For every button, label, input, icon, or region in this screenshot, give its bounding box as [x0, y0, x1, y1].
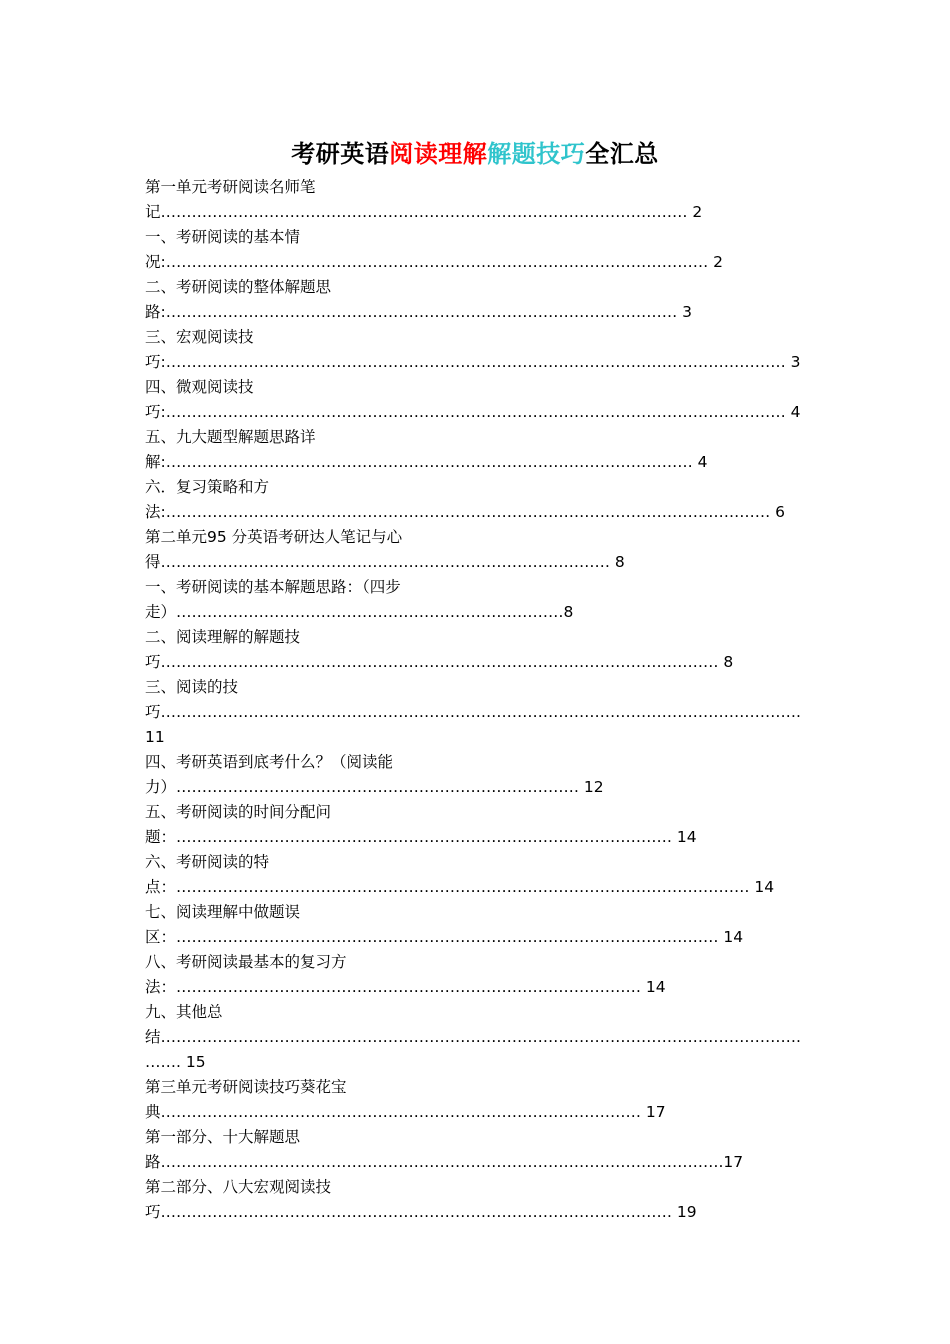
- toc-line: 二、阅读理解的解题技: [145, 628, 301, 646]
- toc-line: 力）…………………………………………………………………… 12: [145, 778, 604, 796]
- toc-line: 第一单元考研阅读名师笔: [145, 178, 316, 196]
- toc-line: 法:……………………………………………………………………………………………………… 6: [145, 503, 786, 521]
- toc-line: 六．复习策略和方: [145, 478, 270, 496]
- toc-line: 巧…………………………………………………………………………………………………………….: [145, 703, 801, 721]
- toc-line: 巧……………………………………………………………………………………………… 8: [145, 653, 734, 671]
- toc-line: 走）…………………………………………………………………8: [145, 603, 574, 621]
- toc-line: 第三单元考研阅读技巧葵花宝: [145, 1078, 347, 1096]
- toc-line: 结…………………………………………………………………………………………………………….: [145, 1028, 801, 1046]
- toc-line: 区：…………………………………………………………………………………………… 14: [145, 928, 744, 946]
- table-of-contents: [145, 175, 815, 1225]
- toc-line: 法：……………………………………………………………………………… 14: [145, 978, 666, 996]
- toc-line: 五、考研阅读的时间分配问: [145, 803, 332, 821]
- toc-line: 四、考研英语到底考什么？（阅读能: [145, 753, 394, 771]
- toc-line: 七、阅读理解中做题误: [145, 903, 301, 921]
- toc-line: 解:………………………………………………………………………………………… 4: [145, 453, 708, 471]
- title-part-2: 阅读理解: [389, 140, 488, 168]
- title-part-3: 解题技巧: [487, 140, 586, 168]
- toc-line: 点：………………………………………………………………………………………………… 14: [145, 878, 775, 896]
- toc-line: 典………………………………………………………………………………… 17: [145, 1103, 666, 1121]
- title-part-1: 考研英语: [291, 140, 390, 168]
- toc-line: 第二单元95 分英语考研达人笔记与心: [145, 528, 403, 546]
- toc-line: 五、九大题型解题思路详: [145, 428, 316, 446]
- toc-line: 八、考研阅读最基本的复习方: [145, 953, 347, 971]
- toc-line: 二、考研阅读的整体解题思: [145, 278, 332, 296]
- toc-line: 况:…………………………………………………………………………………………… 2: [145, 253, 724, 271]
- toc-line: 巧……………………………………………………………………………………… 19: [145, 1203, 697, 1221]
- toc-line: 路……………………………………………………………………………………………….17: [145, 1153, 744, 1171]
- toc-line: 得…………………………………………………………………………… 8: [145, 553, 625, 571]
- toc-line: 第二部分、八大宏观阅读技: [145, 1178, 332, 1196]
- toc-line: 路:……………………………………………………………………………………… 3: [145, 303, 693, 321]
- toc-line: 三、宏观阅读技: [145, 328, 254, 346]
- toc-line: 第一部分、十大解题思: [145, 1128, 301, 1146]
- toc-line: 四、微观阅读技: [145, 378, 254, 396]
- toc-line: 六、考研阅读的特: [145, 853, 270, 871]
- toc-line: 巧:………………………………………………………………………………………………………… 4: [145, 403, 801, 421]
- toc-line: 11: [145, 728, 165, 746]
- toc-line: 题：…………………………………………………………………………………… 14: [145, 828, 697, 846]
- toc-line: 一、考研阅读的基本解题思路：（四步: [145, 578, 401, 596]
- toc-line: 巧:………………………………………………………………………………………………………… 3: [145, 353, 801, 371]
- toc-line: 九、其他总: [145, 1003, 223, 1021]
- toc-line: 一、考研阅读的基本情: [145, 228, 301, 246]
- toc-line: 记………………………………………………………………………………………… 2: [145, 203, 703, 221]
- toc-line: 三、阅读的技: [145, 678, 239, 696]
- toc-line: ……. 15: [145, 1053, 206, 1071]
- title-part-4: 全汇总: [585, 140, 659, 168]
- document-title: [0, 134, 950, 169]
